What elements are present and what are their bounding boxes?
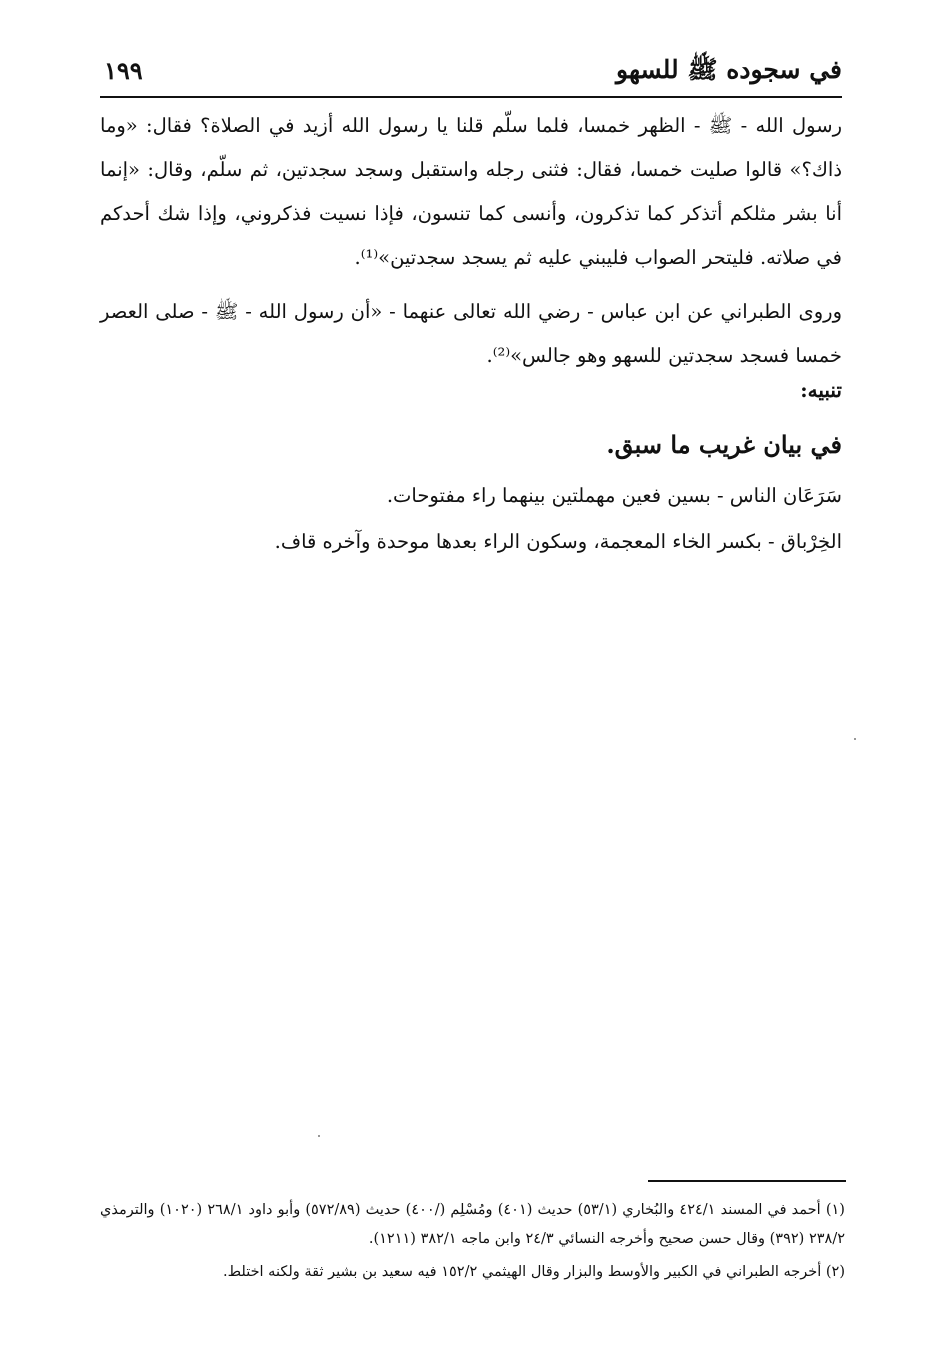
gloss-entry: الخِرْباق - بكسر الخاء المعجمة، وسكون الراء بعدها موحدة وآخره قاف.	[274, 530, 842, 553]
footnotes	[100, 1196, 845, 1287]
section-heading: في بيان غريب ما سبق.	[606, 430, 842, 459]
scan-speck	[854, 738, 856, 740]
body-paragraph: رسول الله - ﷺ - الظهر خمسا، فلما سلّم قلنا يا رسول الله أزيد في الصلاة؟ فقال: «وما ذاك؟» قالوا صليت خمسا، فقال: فثنى رجله واستقبل وسجد سجدتين، ثم سلّم، وقال: «إنما أنا بشر مثلكم أتذكر كما تذكرون، وأنسى كما تنسون، فإذا نسيت فذكروني، وإذا شك أحدكم في صلاته. فليتحر الصواب فليبني عليه ثم يسجد سجدتين»⁽¹⁾.	[100, 114, 842, 269]
footnote-separator	[648, 1180, 846, 1182]
main-text	[100, 104, 842, 378]
gloss-entry: سَرَعَان الناس - بسين فعين مهملتين بينهما راء مفتوحات.	[386, 484, 842, 507]
note-heading: تنبيه:	[800, 378, 842, 402]
footnote: (٢) أخرجه الطبراني في الكبير والأوسط والبزار وقال الهيثمي ١٥٢/٢ فيه سعيد بن بشير ثقة ولكنه اختلط.	[223, 1264, 845, 1280]
running-title: في سجوده ﷺ للسهو	[616, 55, 842, 84]
page-header	[100, 54, 842, 94]
footnote: (١) أحمد في المسند ٤٢٤/١ والبُخاري (٥٣/١) حديث (٤٠١) ومُسْلِم (/٤٠٠) حديث (٥٧٢/٨٩) وأبو داود ٢٦٨/١ (١٠٢٠) والترمذي ٢٣٨/٢ (٣٩٢) وقال حسن صحيح وأخرجه النسائي ٢٤/٣ وابن ماجه ٣٨٢/١ (١٢١١).	[100, 1202, 845, 1247]
scan-speck	[318, 1135, 320, 1137]
header-rule	[100, 96, 842, 98]
page-number: ١٩٩	[104, 56, 143, 85]
body-paragraph: وروى الطبراني عن ابن عباس - رضي الله تعالى عنهما - «أن رسول الله - ﷺ - صلى العصر خمسا فسجد سجدتين للسهو وهو جالس»⁽²⁾.	[100, 300, 842, 367]
